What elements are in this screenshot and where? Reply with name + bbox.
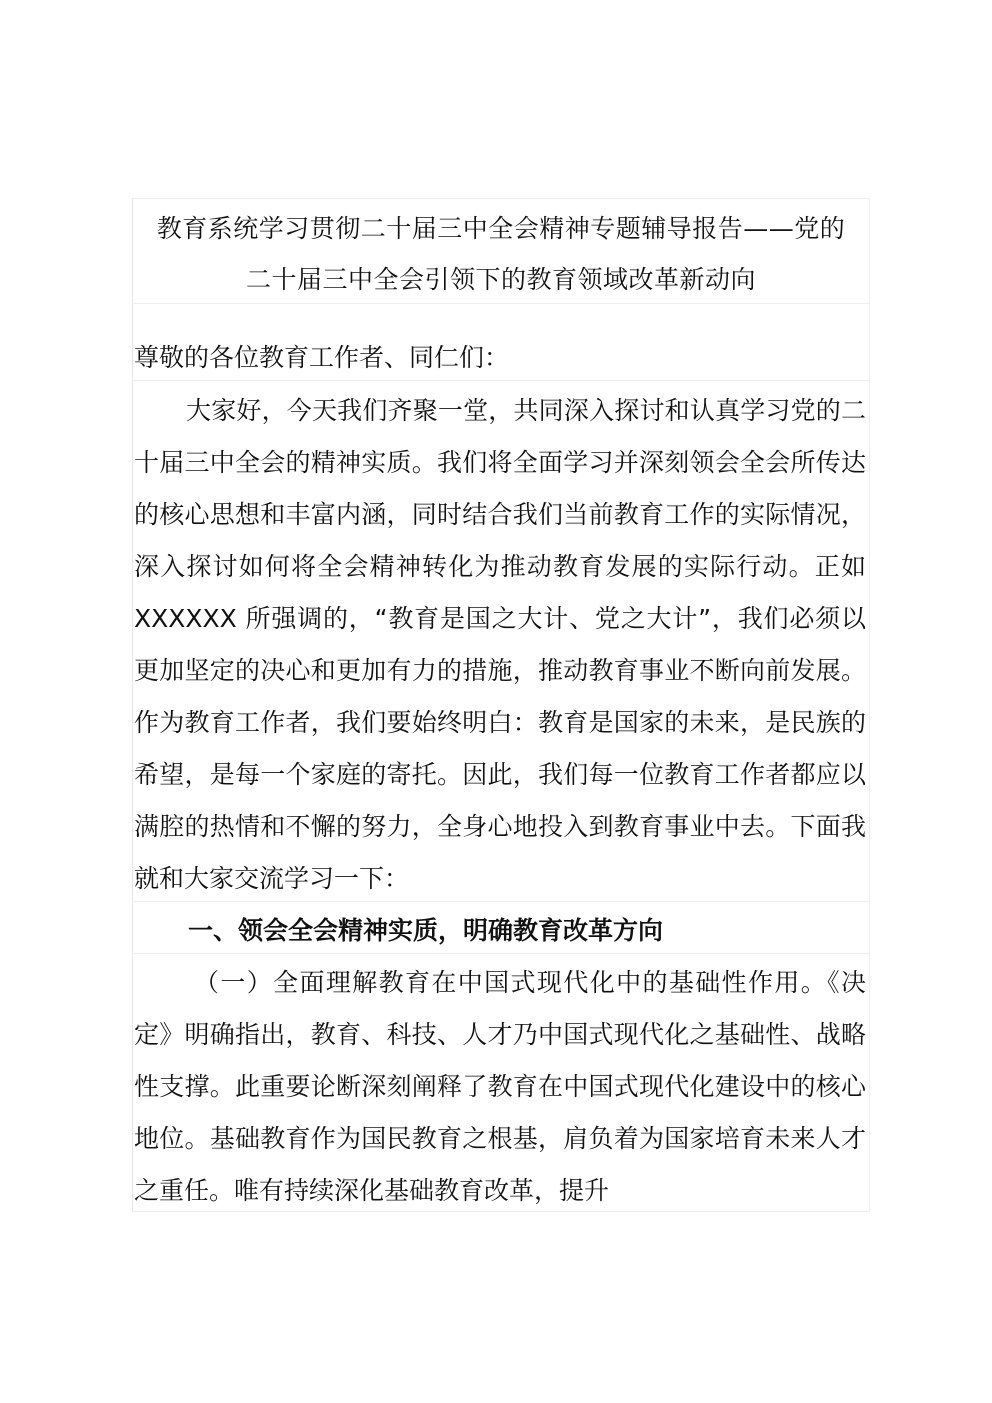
salutation: 尊敬的各位教育工作者、同仁们： <box>134 343 510 372</box>
document-title-line-2: 二十届三中全会引领下的教育领域改革新动向 <box>245 265 756 294</box>
section-heading-1: 一、领会全会精神实质，明确教育改革方向 <box>188 916 664 945</box>
intro-paragraph: 大家好，今天我们齐聚一堂，共同深入探讨和认真学习党的二十届三中全会的精神实质。我们将全面学习并深刻领会全会所传达的核心思想和丰富内涵，同时结合我们当前教育工作的实际情况，深入探讨如何将全会精神转化为推动教育发展的实际行动。正如 XXXXXX 所强调的，“教育是国之大计、党之大计”，我们必须以更加坚定的决心和更加有力的措施，推动教育事业不断向前发展。作为教育工作者，我们要始终明白：教育是国家的未来，是民族的希望，是每一个家庭的寄托。因此，我们每一位教育工作者都应以满腔的热情和不懈的努力，全身心地投入到教育事业中去。下面我就和大家交流学习一下： <box>134 396 866 893</box>
document-title-line-1: 教育系统学习贯彻二十届三中全会精神专题辅导报告——党的 <box>156 214 846 243</box>
subsection-paragraph-1: （一）全面理解教育在中国式现代化中的基础性作用。《决定》明确指出，教育、科技、人才乃中国式现代化之基础性、战略性支撑。此重要论断深刻阐释了教育在中国式现代化建设中的核心地位。基础教育作为国民教育之根基，肩负着为国家培育未来人才之重任。唯有持续深化基础教育改革，提升 <box>134 968 866 1205</box>
